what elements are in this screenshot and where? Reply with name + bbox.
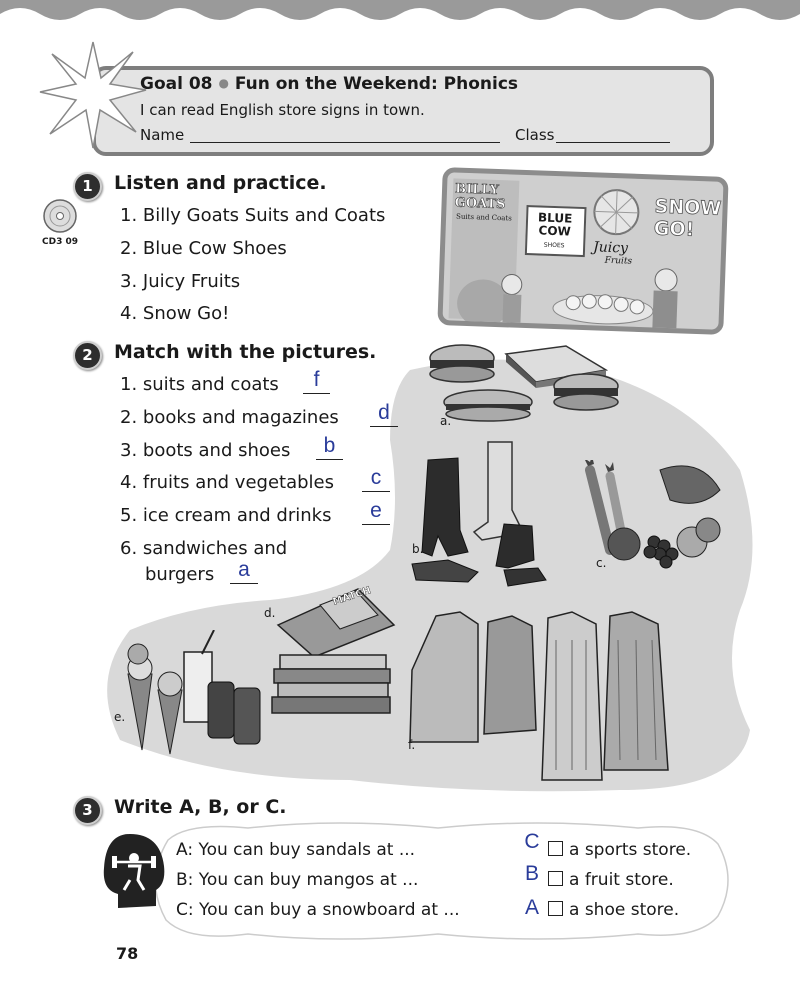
checkbox-1[interactable] [548,841,563,856]
wavy-top-border [0,0,800,40]
match-item-1: 1. suits and coats [120,374,279,395]
checkbox-2[interactable] [548,871,563,886]
ice-cream-drinks-picture [118,630,268,760]
goal-subtitle: I can read English store signs in town. [140,101,425,119]
option-text-1: a sports store. [569,840,692,860]
option-text-3: a shoe store. [569,900,680,920]
listen-item-3: 3. Juicy Fruits [120,271,241,292]
picture-label-c: c. [596,556,607,570]
snow-go-sign: SNOW GO! [653,195,722,241]
write-answer-1: C [524,830,540,853]
juicy-fruits-sub: Fruits [604,255,633,267]
orange-slice-icon [585,183,647,245]
magazine-title: MATCH [331,585,373,608]
sandwiches-burgers-picture [426,342,626,432]
match-item-6-cont: burgers [145,564,215,585]
match-answer-4: c [370,466,382,489]
section-1-number: 1 [73,172,102,201]
books-magazines-picture [268,585,408,725]
name-field[interactable] [190,132,500,143]
cd-label: CD3 09 [42,237,78,247]
option-row-1 [544,840,691,860]
section-1-title: Listen and practice. [114,172,327,194]
write-prompt-b: B: You can buy mangos at ... [176,870,419,890]
blue-cow-sub: SHOES [543,241,565,250]
picture-label-b: b. [412,542,424,556]
cd-icon[interactable] [42,198,78,234]
listen-item-2: 2. Blue Cow Shoes [120,238,287,259]
listen-item-4: 4. Snow Go! [120,303,230,324]
picture-label-e: e. [114,710,126,724]
weightlifter-head-icon [100,832,166,910]
class-field[interactable] [556,132,670,143]
section-3-number: 3 [73,796,102,825]
blue-cow-sign: BLUE COW [537,210,573,239]
match-answer-3: b [323,434,336,457]
class-label: Class [515,126,555,144]
goal-title: Goal 08 ● Fun on the Weekend: Phonics [140,74,519,94]
checkbox-3[interactable] [548,901,563,916]
picture-label-d: d. [264,606,276,620]
juicy-fruits-sign: Juicy [592,239,629,257]
section-2-number: 2 [73,341,102,370]
starburst-icon [38,40,148,150]
picture-label-a: a. [440,414,452,428]
match-item-2: 2. books and magazines [120,407,339,428]
name-label: Name [140,126,185,144]
store-signs-picture [437,167,728,335]
billy-goats-sign: BILLY GOATS [454,181,506,213]
match-item-6: 6. sandwiches and [120,538,288,559]
write-prompt-c: C: You can buy a snowboard at ... [176,900,460,920]
match-answer-6: a [238,558,250,581]
section-2-title: Match with the pictures. [114,341,377,363]
write-prompt-a: A: You can buy sandals at ... [176,840,416,860]
listen-item-1: 1. Billy Goats Suits and Coats [120,205,386,226]
write-answer-3: A [524,896,539,919]
option-row-3 [544,900,679,920]
match-answer-1: f [313,368,320,391]
match-item-4: 4. fruits and vegetables [120,472,334,493]
boots-shoes-picture [408,440,558,590]
suits-coats-picture [406,610,676,790]
section-3-title: Write A, B, or C. [114,796,287,818]
fruits-vegetables-picture [580,460,730,570]
match-item-5: 5. ice cream and drinks [120,505,332,526]
picture-label-f: f. [408,738,416,752]
billy-goats-sub: Suits and Coats [455,212,512,223]
match-item-3: 3. boots and shoes [120,440,291,461]
option-row-2 [544,870,674,890]
option-text-2: a fruit store. [569,870,674,890]
page-number: 78 [116,944,139,963]
match-answer-5: e [370,499,382,522]
write-answer-2: B [524,862,539,885]
match-answer-2: d [378,401,390,424]
